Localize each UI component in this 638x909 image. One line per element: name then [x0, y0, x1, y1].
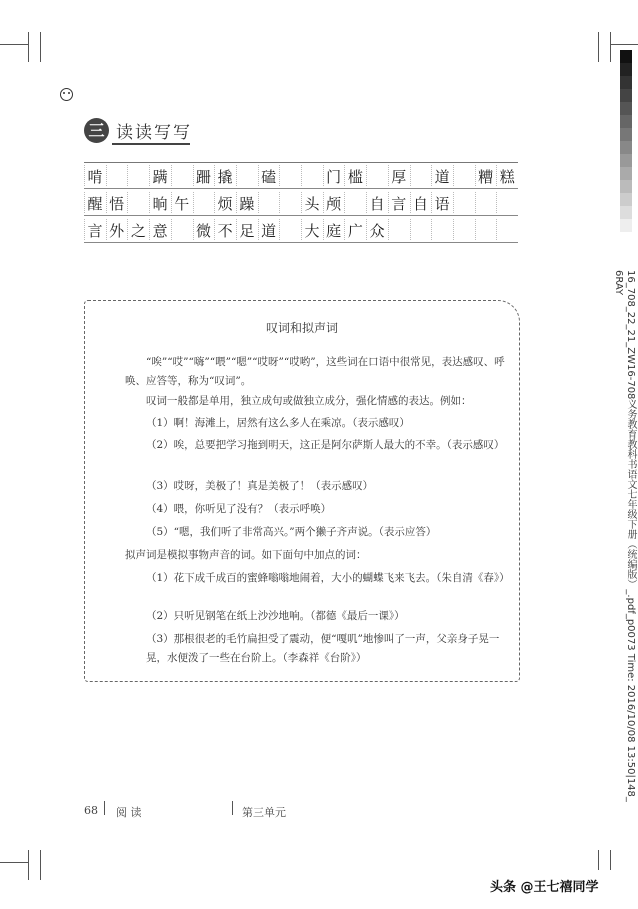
example-line: （1）啊！海滩上，居然有这么多人在乘凉。（表示感叹） [146, 417, 410, 429]
section-number-badge: 三 [84, 118, 109, 143]
vocab-char: 大 [304, 222, 320, 240]
example-line: （3）那根很老的毛竹扁担受了震动，便“嘎叽”地惨叫了一声，父亲身子晃一晃，水便泼了一些在台阶上。（李森祥《台阶》） [146, 633, 500, 664]
crop-mark [40, 32, 41, 62]
grid-cell [475, 192, 497, 213]
vocab-char: 槛 [347, 168, 363, 186]
vocab-char: 烦 [217, 195, 233, 213]
grid-cell [106, 165, 128, 186]
gray-calibration-strip [620, 50, 632, 232]
section-underline [112, 143, 190, 145]
vocab-char: 足 [239, 222, 255, 240]
grid-cell [279, 219, 301, 240]
page-number: 68 [84, 804, 98, 817]
example-line: （1）花下成千成百的蜜蜂嗡嗡地闹着，大小的蝴蝶飞来飞去。（朱自清《春》） [146, 572, 510, 584]
vocab-char: 跚 [195, 168, 211, 186]
vocab-char: 之 [130, 222, 146, 240]
crop-mark [610, 44, 638, 45]
grid-cell [410, 165, 432, 186]
grid-row [84, 217, 518, 243]
vocab-char: 道 [261, 222, 277, 240]
grid-cell [453, 192, 475, 213]
grid-cell [366, 165, 388, 186]
vocab-char: 不 [217, 222, 233, 240]
print-info-vertical [610, 270, 636, 880]
vocab-char: 道 [434, 168, 450, 186]
vocab-char: 厚 [391, 168, 407, 186]
vocab-char: 头 [304, 195, 320, 213]
grid-cell [193, 192, 215, 213]
crop-mark [598, 32, 599, 62]
example-line [125, 436, 507, 455]
vocab-char: 语 [434, 195, 450, 213]
vocab-char: 言 [87, 222, 103, 240]
grid-row [84, 163, 518, 189]
vocab-char: 午 [174, 195, 190, 213]
crop-mark [28, 32, 29, 62]
paragraph: 拟声词是模拟事物声音的词。如下面句中加点的词： [125, 549, 367, 561]
vocab-char: 糕 [499, 168, 515, 186]
footer-divider [104, 801, 105, 815]
vocabulary-grid [84, 162, 518, 244]
vocab-char: 广 [347, 222, 363, 240]
grid-cell [127, 165, 149, 186]
vocab-char: 外 [109, 222, 125, 240]
grid-cell [388, 219, 410, 240]
grid-cell [410, 219, 432, 240]
vocab-char: 庭 [326, 222, 342, 240]
crop-mark [610, 32, 611, 62]
grid-cell [496, 192, 518, 213]
grid-cell [301, 165, 323, 186]
crop-mark [40, 850, 41, 880]
grid-cell [431, 219, 453, 240]
vocab-char: 意 [152, 222, 168, 240]
crop-mark [28, 850, 29, 880]
print-info-line: 6RAY [613, 270, 624, 296]
crop-mark [0, 862, 28, 863]
example-line: （2）只听见钢笔在纸上沙沙地响。（都德《最后一课》） [146, 610, 405, 622]
example-line: （3）哎呀，美极了！真是美极了！（表示感叹） [146, 480, 374, 492]
vocab-char: 晌 [152, 195, 168, 213]
grid-cell [279, 165, 301, 186]
vocab-char: 自 [412, 195, 428, 213]
grid-cell [127, 192, 149, 213]
example-line: （5）“嗯，我们听了非常高兴。”两个獭子齐声说。（表示应答） [146, 526, 437, 538]
vocab-char: 微 [195, 222, 211, 240]
box-title: 叹词和拟声词 [265, 321, 338, 335]
vocab-char: 自 [369, 195, 385, 213]
grid-cell [453, 165, 475, 186]
paragraph: 叹词一般都是单用，独立成句或做独立成分，强化情感的表达。例如： [146, 395, 472, 407]
footer-section-label: 阅 读 [116, 806, 142, 819]
vocab-char: 门 [326, 168, 342, 186]
vocab-char: 撬 [217, 168, 233, 186]
grid-cell [279, 192, 301, 213]
crop-mark [598, 850, 599, 870]
grid-cell [475, 219, 497, 240]
grid-cell [171, 165, 193, 186]
crop-mark [0, 44, 28, 45]
grammar-info-box [84, 300, 520, 682]
example-line: （4）喂，你听见了没有？（表示呼唤） [146, 503, 332, 515]
grid-cell [344, 192, 366, 213]
grid-cell [453, 219, 475, 240]
vocab-char: 啃 [87, 168, 103, 186]
vocab-char: 躁 [239, 195, 255, 213]
grid-cell [258, 192, 280, 213]
grid-row [84, 190, 518, 216]
grid-cell [496, 219, 518, 240]
vocab-char: 众 [369, 222, 385, 240]
paragraph: “唉”“哎”“嗨”“喂”“嗯”“哎呀”“哎哟”，这些词在口语中很常见，表达感叹、呼唤、应答等，称为“叹词”。 [125, 356, 505, 387]
vocab-char: 蹒 [152, 168, 168, 186]
vocab-char: 颅 [326, 195, 342, 213]
grid-cell [236, 165, 258, 186]
vocab-char: 言 [391, 195, 407, 213]
section-title: 读读写写 [116, 123, 192, 143]
vocab-char: 磕 [261, 168, 277, 186]
footer-unit-label: 第三单元 [242, 806, 286, 819]
footer-divider [232, 801, 233, 815]
watermark: 头条 @王七禧同学 [490, 880, 599, 895]
smiley-icon [60, 88, 73, 101]
vocab-char: 糟 [478, 168, 494, 186]
vocab-char: 醒 [87, 195, 103, 213]
grid-cell [171, 219, 193, 240]
example-text: （2）唉，总要把学习拖到明天，这正是阿尔萨斯人最大的不幸。（表示感叹） [146, 439, 505, 451]
print-info-line: 16_708_22_21_ZW16-708义务教育教科书语文七年级下册（统编版）_.pdf_p0073 Time: 2016/10/08 13:50|148_ [625, 270, 636, 802]
vocab-char: 悟 [109, 195, 125, 213]
